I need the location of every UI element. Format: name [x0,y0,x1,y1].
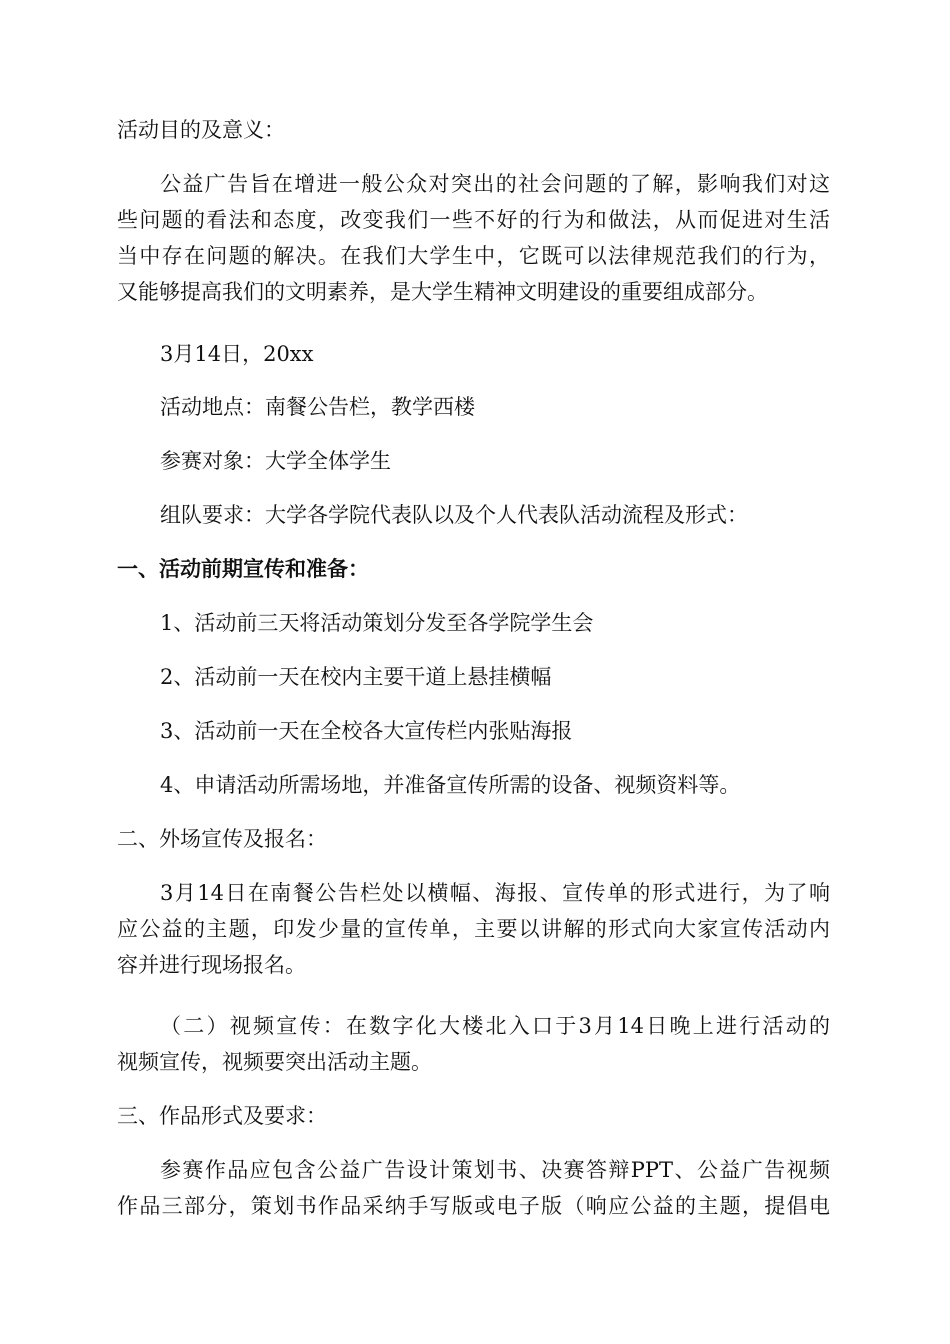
date-line: 3月14日，20xx [160,342,314,366]
section3-line-2: 作品三部分，策划书作品采纳手写版或电子版（响应公益的主题，提倡电 [117,1194,830,1218]
section2-para-line-2: 应公益的主题，印发少量的宣传单，主要以讲解的形式向大家宣传活动内 [117,917,830,941]
participants-line: 参赛对象：大学全体学生 [160,449,391,473]
section2-para-line-1: 3月14日在南餐公告栏处以横幅、海报、宣传单的形式进行，为了响 [160,881,830,905]
section2-heading: 二、外场宣传及报名： [117,827,327,851]
video-line-1: （二）视频宣传：在数字化大楼北入口于3月14日晚上进行活动的 [160,1014,830,1038]
section1-item-2: 2、活动前一天在校内主要干道上悬挂横幅 [160,665,552,689]
purpose-line-2: 些问题的看法和态度，改变我们一些不好的行为和做法，从而促进对生活 [117,208,830,232]
team-line: 组队要求：大学各学院代表队以及个人代表队活动流程及形式： [160,503,748,527]
section1-item-3: 3、活动前一天在全校各大宣传栏内张贴海报 [160,719,573,743]
section1-item-4: 4、申请活动所需场地，并准备宣传所需的设备、视频资料等。 [160,773,741,797]
location-line: 活动地点：南餐公告栏，教学西楼 [160,395,475,419]
section3-line-1: 参赛作品应包含公益广告设计策划书、决赛答辩PPT、公益广告视频 [160,1158,830,1182]
video-line-2: 视频宣传，视频要突出活动主题。 [117,1050,432,1074]
section3-heading: 三、作品形式及要求： [117,1104,327,1128]
section2-para-line-3: 容并进行现场报名。 [117,953,306,977]
purpose-line-4: 又能够提高我们的文明素养，是大学生精神文明建设的重要组成部分。 [117,280,768,304]
section1-item-1: 1、活动前三天将活动策划分发至各学院学生会 [160,611,594,635]
purpose-heading: 活动目的及意义： [117,118,285,142]
purpose-line-3: 当中存在问题的解决。在我们大学生中，它既可以法律规范我们的行为， [117,244,830,268]
purpose-line-1: 公益广告旨在增进一般公众对突出的社会问题的了解，影响我们对这 [160,172,830,196]
section1-heading: 一、活动前期宣传和准备： [117,556,369,581]
